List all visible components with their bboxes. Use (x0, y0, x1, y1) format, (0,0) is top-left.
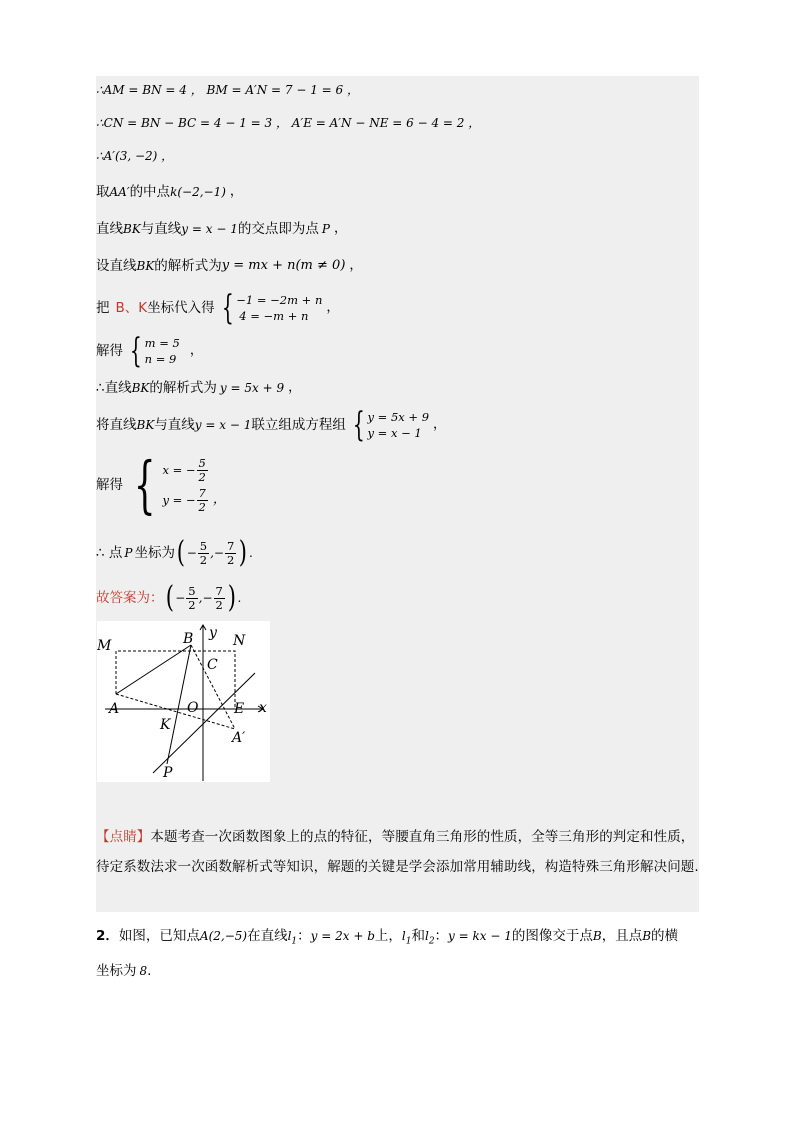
key-point-note (96, 822, 699, 882)
solution-line-5: 直线 BK 与直线 y = x − 1 的交点即为点 P ， (96, 221, 347, 237)
solution-system-2: { x = − $\frac{5}{2}$ y = − $\frac{7}{2}$ ， (133, 448, 226, 521)
fraction: $\frac{5}{2}$ (198, 455, 206, 484)
label-E: E (234, 701, 245, 717)
label-N: N (233, 633, 246, 649)
solution-line-11: 解得 { x = − $\frac{5}{2}$ y = − $\frac{7}{2}$ ， (96, 448, 226, 521)
solution-line-9: ∴直线 BK 的解析式为 y = 5x + 9 ， (96, 380, 302, 396)
fraction: $\frac{7}{2}$ (215, 583, 223, 612)
label-x: x (259, 700, 267, 716)
fraction: $\frac{7}{2}$ (198, 485, 206, 514)
label-B: B (183, 631, 194, 647)
solution-line-1: ∴AM = BN = 4 ， BM = A′N = 7 − 1 = 6 ， (96, 83, 359, 97)
coordinate-diagram (97, 621, 270, 782)
key-point-tag: 【点睛】 (96, 829, 151, 845)
solution-line-3: ∴A′(3, −2) ， (96, 149, 174, 163)
label-O: O (187, 700, 199, 716)
key-point-text: 本题考查一次函数图象上的点的特征，等腰直角三角形的性质，全等三角形的判定和性质，待定系数法求一次函数解析式等知识，解题的关键是学会添加常用辅助线，构造特殊三角形解决问题. (96, 829, 699, 875)
solution-line-2: ∴CN = BN − BC = 4 − 1 = 3 ， A′E = A′N − NE = 6 − 4 = 2 ， (96, 116, 481, 130)
label-K: K (160, 717, 171, 733)
equation-system-2: { y = 5x + 9 y = x − 1 (352, 405, 430, 445)
label-A: A (109, 701, 120, 717)
solution-line-7: 把 B、K 坐标代入得 { −1 = −2m + n 4 = −m + n ， (96, 288, 340, 328)
equation-system-1: { −1 = −2m + n 4 = −m + n (221, 288, 323, 328)
label-M: M (97, 638, 112, 654)
geometry-figure (97, 621, 270, 782)
solution-system-1: { m = 5 n = 9 (129, 331, 180, 371)
solution-line-8: 解得 { m = 5 n = 9 ， (96, 331, 203, 371)
fraction: $\frac{5}{2}$ (199, 538, 208, 567)
question-number: 2． (96, 928, 119, 944)
label-A2: A′ (232, 730, 246, 746)
question-2-line-1: 2．如图，已知点A(2,−5)在直线$l_1$：y = 2x + b上，$l_1$和$l_2$：y = kx − 1的图像交于点B，且点B的横 (96, 928, 679, 947)
question-2-line-2: 坐标为 8. (96, 963, 152, 979)
solution-line-4: 取 AA′ 的中点 k(−2,−1) ， (96, 184, 243, 200)
solution-line-6: 设直线 BK 的解析式为 y = mx + n(m ≠ 0) ， (96, 258, 363, 274)
solution-line-13: 故答案为： ( − $\frac{5}{2}$ , − $\frac{7}{2}$ ) . (96, 580, 242, 615)
solution-line-12: ∴ 点 P 坐标为 ( − $\frac{5}{2}$ , − $\frac{7}{2}$ ) . (96, 535, 253, 570)
label-C: C (207, 657, 218, 673)
fraction: $\frac{7}{2}$ (226, 538, 235, 567)
solution-line-10: 将直线 BK 与直线 y = x − 1 联立组成方程组 { y = 5x + 9 y = x − 1 ， (96, 405, 447, 445)
segment-AB (116, 645, 191, 694)
label-P: P (163, 765, 173, 781)
fraction: $\frac{5}{2}$ (188, 583, 196, 612)
label-y: y (209, 625, 217, 641)
